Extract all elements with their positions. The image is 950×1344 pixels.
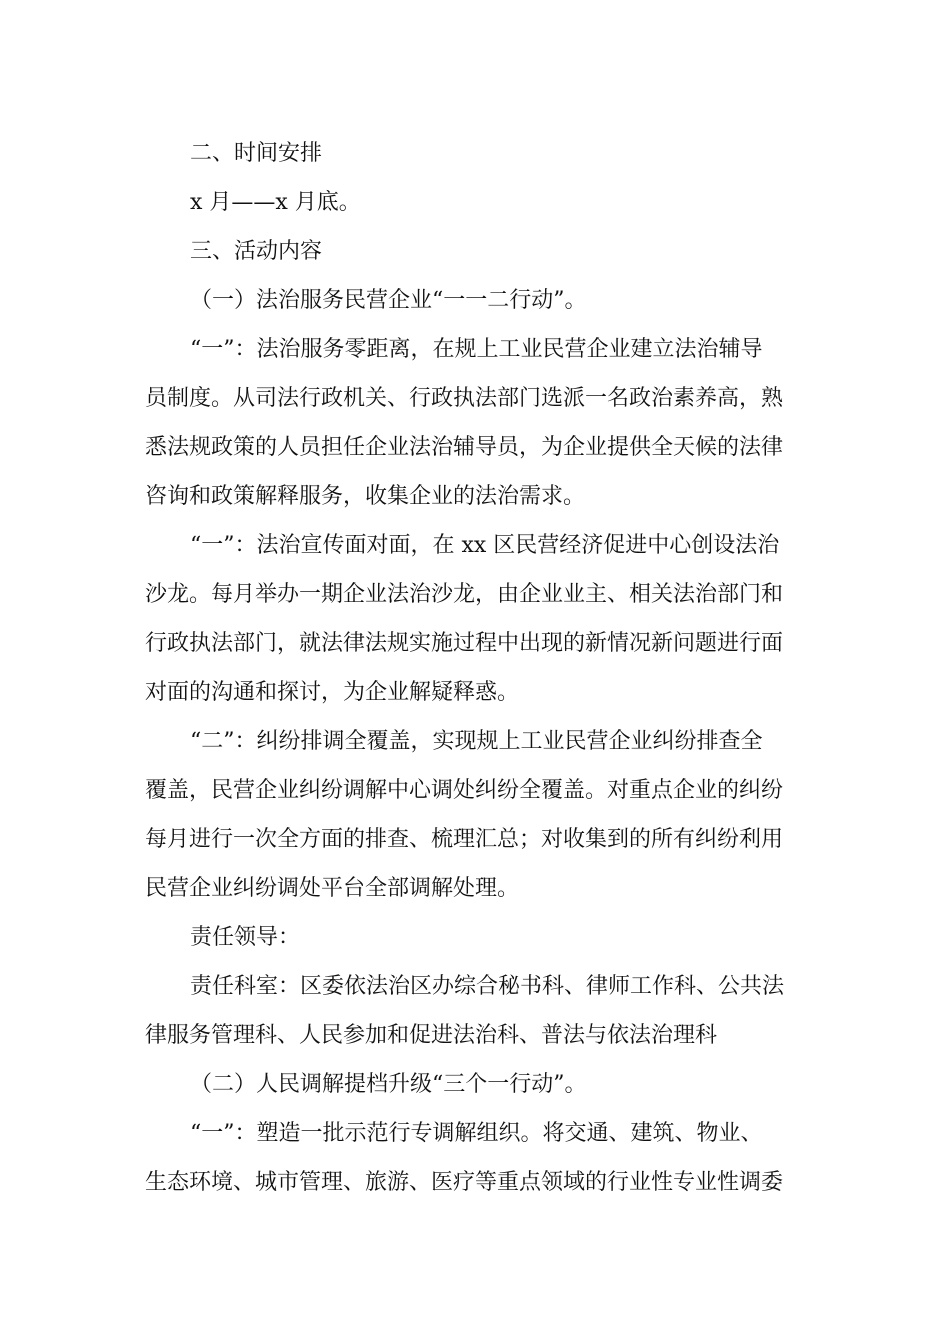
heading-time-schedule: 二、时间安排 xyxy=(190,141,323,166)
responsible-office: 责任科室：区委依法治区办综合秘书科、律师工作科、公共法 xyxy=(190,974,785,999)
heading-activity-content: 三、活动内容 xyxy=(190,239,323,264)
paragraph-line: x 月——x 月底。 xyxy=(190,190,361,215)
paragraph-line: “一”：塑造一批示范行专调解组织。将交通、建筑、物业、 xyxy=(190,1121,763,1146)
paragraph-line: 生态环境、城市管理、旅游、医疗等重点领域的行业性专业性调委 xyxy=(145,1170,784,1195)
section-heading-1: （一）法治服务民营企业“一一二行动”。 xyxy=(190,288,587,313)
paragraph-line: 员制度。从司法行政机关、行政执法部门选派一名政治素养高，熟 xyxy=(145,386,784,411)
paragraph-line: “二”：纠纷排调全覆盖，实现规上工业民营企业纠纷排查全 xyxy=(190,729,763,754)
paragraph-line: 对面的沟通和探讨，为企业解疑释惑。 xyxy=(145,680,520,705)
paragraph-line: “一”：法治宣传面对面，在 xx 区民营经济促进中心创设法治 xyxy=(190,533,780,558)
paragraph-line: 每月进行一次全方面的排查、梳理汇总；对收集到的所有纠纷利用 xyxy=(145,827,784,852)
paragraph-line: 律服务管理科、人民参加和促进法治科、普法与依法治理科 xyxy=(145,1023,718,1048)
paragraph-line: 咨询和政策解释服务，收集企业的法治需求。 xyxy=(145,484,586,509)
section-heading-2: （二）人民调解提档升级“三个一行动”。 xyxy=(190,1072,587,1097)
paragraph-line: 民营企业纠纷调处平台全部调解处理。 xyxy=(145,876,520,901)
paragraph-line: 行政执法部门，就法律法规实施过程中出现的新情况新问题进行面 xyxy=(145,631,784,656)
paragraph-line: 悉法规政策的人员担任企业法治辅导员，为企业提供全天候的法律 xyxy=(145,435,784,460)
paragraph-line: 覆盖，民营企业纠纷调解中心调处纠纷全覆盖。对重点企业的纠纷 xyxy=(145,778,784,803)
responsible-leader: 责任领导： xyxy=(190,925,301,950)
paragraph-line: 沙龙。每月举办一期企业法治沙龙，由企业业主、相关法治部门和 xyxy=(145,582,784,607)
paragraph-line: “一”：法治服务零距离，在规上工业民营企业建立法治辅导 xyxy=(190,337,763,362)
